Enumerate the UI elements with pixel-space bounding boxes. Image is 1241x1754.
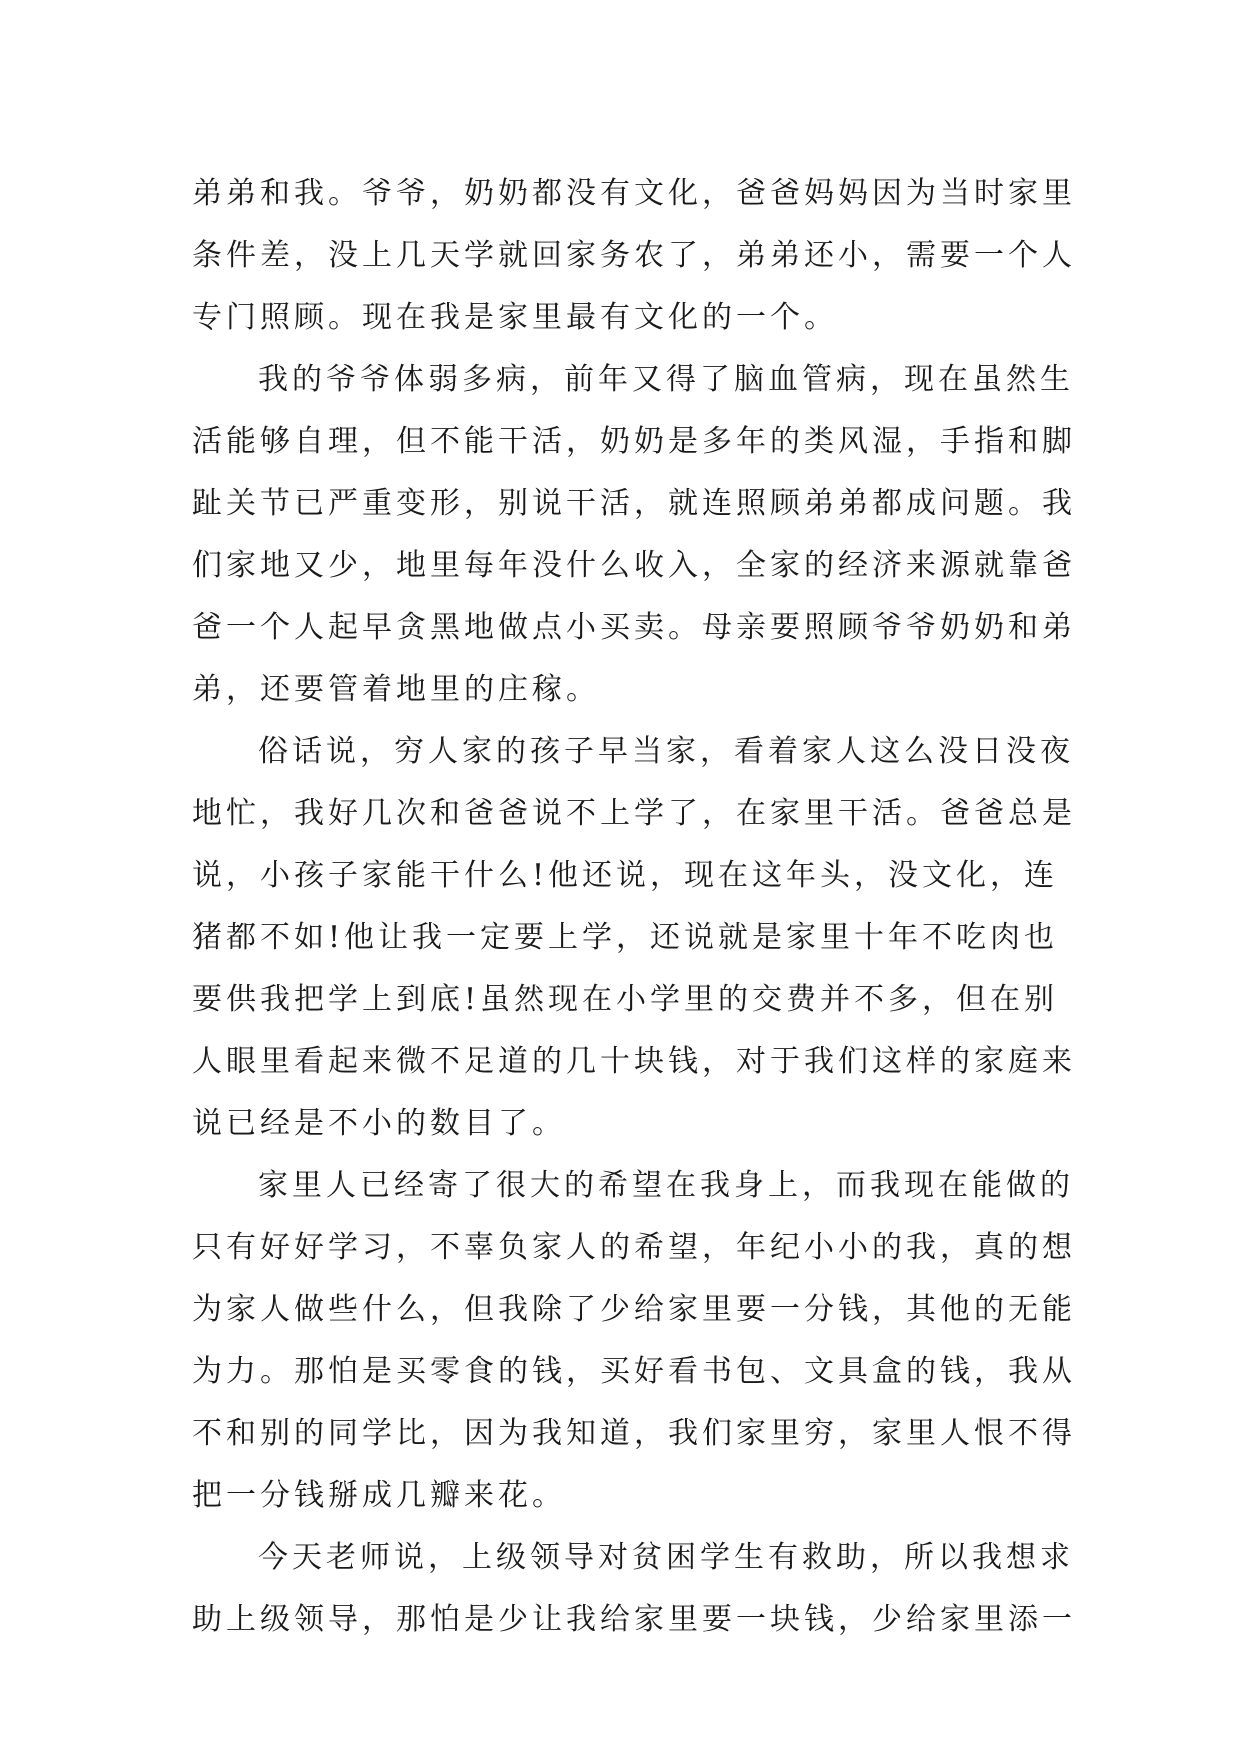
text-line: 不和别的同学比，因为我知道，我们家里穷，家里人恨不得: [192, 1416, 1076, 1451]
letter-body: [192, 163, 1076, 1651]
text-line: 弟弟和我。爷爷，奶奶都没有文化，爸爸妈妈因为当时家里: [192, 176, 1076, 211]
text-line: 人眼里看起来微不足道的几十块钱，对于我们这样的家庭来: [192, 1044, 1076, 1079]
text-line: 专门照顾。现在我是家里最有文化的一个。: [192, 300, 838, 335]
text-line: 今天老师说，上级领导对贫困学生有救助，所以我想求: [258, 1540, 1074, 1575]
text-line: 趾关节已严重变形，别说干活，就连照顾弟弟都成问题。我: [192, 486, 1076, 521]
text-line: 助上级领导，那怕是少让我给家里要一块钱，少给家里添一: [192, 1602, 1076, 1637]
text-line: 家里人已经寄了很大的希望在我身上，而我现在能做的: [258, 1168, 1074, 1203]
text-line: 把一分钱掰成几瓣来花。: [192, 1478, 566, 1513]
text-line: 说已经是不小的数目了。: [192, 1106, 566, 1141]
text-line: 为力。那怕是买零食的钱，买好看书包、文具盒的钱，我从: [192, 1354, 1076, 1389]
paragraph: [192, 349, 1076, 721]
text-line: 弟，还要管着地里的庄稼。: [192, 672, 600, 707]
paragraph: [192, 721, 1076, 1155]
text-line: 地忙，我好几次和爸爸说不上学了，在家里干活。爸爸总是: [192, 796, 1076, 831]
text-line: 条件差，没上几天学就回家务农了，弟弟还小，需要一个人: [192, 238, 1076, 273]
text-line: 们家地又少，地里每年没什么收入，全家的经济来源就靠爸: [192, 548, 1076, 583]
text-line: 为家人做些什么，但我除了少给家里要一分钱，其他的无能: [192, 1292, 1076, 1327]
text-line: 说，小孩子家能干什么!他还说，现在这年头，没文化，连: [192, 858, 1059, 893]
paragraph: [192, 1527, 1076, 1651]
text-line: 要供我把学上到底!虽然现在小学里的交费并不多，但在别: [192, 982, 1059, 1017]
text-line: 猪都不如!他让我一定要上学，还说就是家里十年不吃肉也: [192, 920, 1059, 955]
text-line: 俗话说，穷人家的孩子早当家，看着家人这么没日没夜: [258, 734, 1074, 769]
paragraph: [192, 1155, 1076, 1527]
text-line: 爸一个人起早贪黑地做点小买卖。母亲要照顾爷爷奶奶和弟: [192, 610, 1076, 645]
text-line: 只有好好学习，不辜负家人的希望，年纪小小的我，真的想: [192, 1230, 1076, 1265]
text-line: 我的爷爷体弱多病，前年又得了脑血管病，现在虽然生: [258, 362, 1074, 397]
text-line: 活能够自理，但不能干活，奶奶是多年的类风湿，手指和脚: [192, 424, 1076, 459]
paragraph: [192, 163, 1076, 349]
